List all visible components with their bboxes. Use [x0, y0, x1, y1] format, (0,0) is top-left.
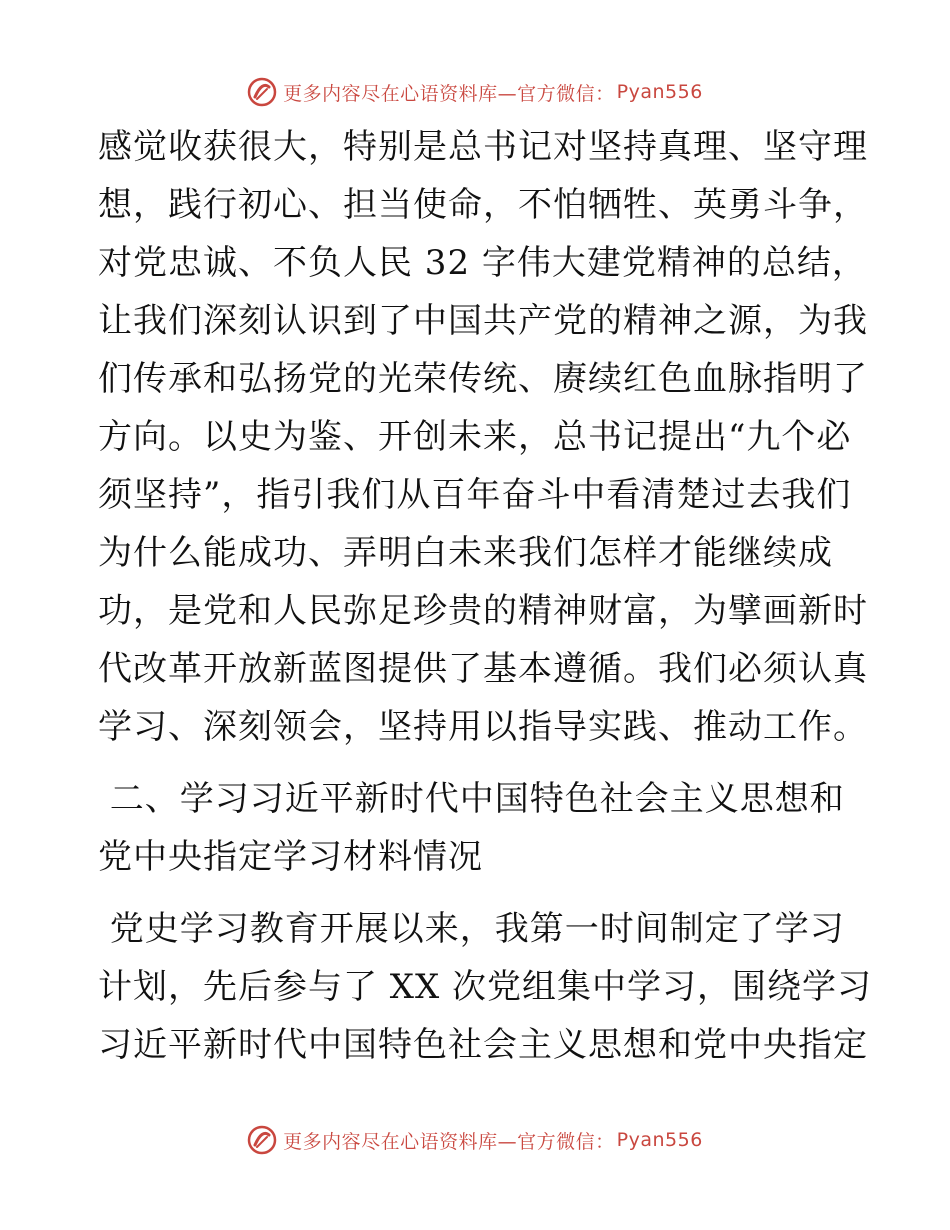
section-heading: [98, 770, 858, 886]
text-line: 感觉收获很大，特别是总书记对坚持真理、坚守理: [98, 127, 868, 167]
text-line: 想，践行初心、担当使命，不怕牺牲、英勇斗争，: [98, 185, 868, 225]
brand-logo-icon: [247, 1125, 277, 1155]
text-line: 让我们深刻认识到了中国共产党的精神之源，为我: [98, 301, 868, 341]
text-line: 代改革开放新蓝图提供了基本遵循。我们必须认真: [98, 649, 868, 689]
watermark-handle: Pyan556: [616, 1129, 703, 1151]
text-line: 党史学习教育开展以来，我第一时间制定了学习: [98, 909, 845, 949]
text-line: 功，是党和人民弥足珍贵的精神财富，为擘画新时: [98, 591, 868, 631]
header-watermark: [0, 72, 950, 112]
watermark-text: 更多内容尽在心语资料库—官方微信：: [283, 82, 615, 105]
footer-watermark: [0, 1120, 950, 1160]
watermark-text: 更多内容尽在心语资料库—官方微信：: [283, 1130, 615, 1153]
heading-line: 二、学习习近平新时代中国特色社会主义思想和: [98, 779, 845, 819]
text-line: 计划，先后参与了 XX 次党组集中学习，围绕学习: [98, 967, 873, 1007]
brand-logo-icon: [247, 77, 277, 107]
text-line: 须坚持”，指引我们从百年奋斗中看清楚过去我们: [98, 475, 852, 515]
document-body: [98, 118, 873, 1074]
text-line: 们传承和弘扬党的光荣传统、赓续红色血脉指明了: [98, 359, 868, 399]
watermark-handle: Pyan556: [616, 81, 703, 103]
text-line: 习近平新时代中国特色社会主义思想和党中央指定: [98, 1025, 868, 1065]
text-line: 为什么能成功、弄明白未来我们怎样才能继续成: [98, 533, 833, 573]
text-line: 学习、深刻领会，坚持用以指导实践、推动工作。: [98, 707, 868, 747]
paragraph-continuation: [98, 118, 868, 756]
heading-line: 党中央指定学习材料情况: [98, 837, 483, 877]
text-line: 方向。以史为鉴、开创未来，总书记提出“九个必: [98, 417, 852, 457]
text-line: 对党忠诚、不负人民 32 字伟大建党精神的总结，: [98, 243, 867, 283]
paragraph: [98, 900, 873, 1074]
